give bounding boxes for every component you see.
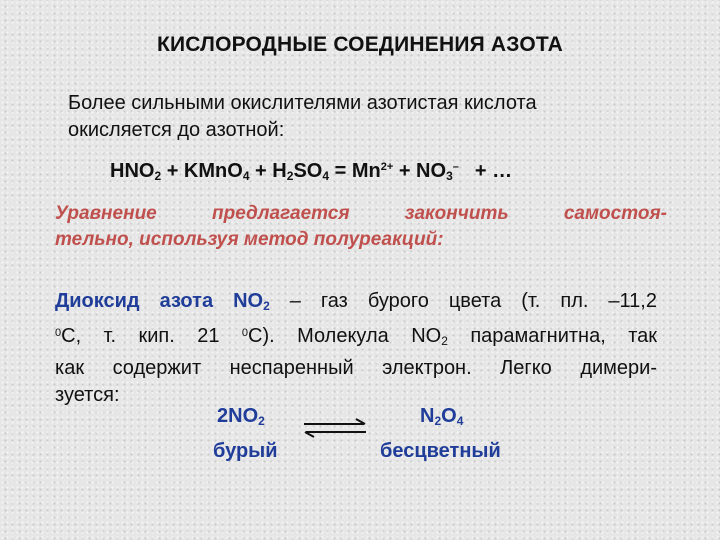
dioxide-term: Диоксид азота NO [55, 290, 264, 312]
note-line-2: тельно, используя метод полуреакций: [55, 229, 444, 250]
label-brown: бурый [213, 440, 278, 462]
formula-2no2-text: 2NO [217, 405, 259, 427]
eq-hno: HNO [110, 160, 155, 182]
intro-line-1: Более сильными окислителями азотистая кислота [68, 92, 537, 114]
formula-2no2-sub: 2 [258, 414, 265, 428]
dioxide-line-2 [55, 320, 657, 355]
formula-n2o4-n: N [420, 405, 435, 427]
formula-n2o4-o-sub: 4 [456, 414, 464, 428]
note-line-1: Уравнение предлагается закончить самостоя- [55, 203, 667, 224]
intro-line-2: окисляется до азотной: [68, 119, 285, 141]
dioxide-line-3: как содержит неспаренный электрон. Легко димери- [55, 357, 657, 379]
eq-mn: Mn [351, 160, 381, 182]
equilibrium-arrows-icon [300, 418, 370, 438]
eq-hno-sub: 2 [154, 169, 162, 183]
reaction-equation [110, 160, 512, 183]
eq-no-sup: – [452, 161, 459, 173]
dioxide-line-4: зуется: [55, 384, 120, 406]
dioxide-l2b: С). Молекула NO [248, 325, 442, 347]
eq-kmno-sub: 4 [242, 169, 250, 183]
eq-h-sub: 2 [286, 169, 294, 183]
dioxide-l2-sub: 2 [441, 334, 448, 348]
dioxide-l2a: С, т. кип. 21 [61, 325, 242, 347]
eq-equals: = [329, 160, 352, 182]
dioxide-line-1 [55, 288, 657, 320]
instruction-note [55, 201, 667, 253]
eq-h: + H [249, 160, 287, 182]
degree-1: 0 [55, 327, 62, 339]
eq-kmno: + KMnO [161, 160, 243, 182]
formula-n2o4-o: O [441, 405, 457, 427]
eq-no-sub: 3 [446, 169, 453, 183]
dioxide-term-sub: 2 [263, 299, 270, 313]
dioxide-paragraph [55, 288, 657, 409]
dioxide-l2c: парамагнитна, так [447, 325, 658, 347]
eq-no: + NO [393, 160, 447, 182]
formula-n2o4-n-sub: 2 [434, 414, 442, 428]
dioxide-l1-rest: – газ бурого цвета (т. пл. –11,2 [269, 290, 657, 312]
eq-mn-sup: 2+ [380, 161, 394, 173]
slide-title: КИСЛОРОДНЫЕ СОЕДИНЕНИЯ АЗОТА [157, 33, 563, 56]
formula-2no2 [217, 405, 265, 428]
formula-n2o4 [420, 405, 463, 428]
degree-2: 0 [241, 327, 248, 339]
eq-so: SO [293, 160, 323, 182]
label-colorless: бесцветный [380, 440, 501, 462]
eq-so-sub: 4 [322, 169, 330, 183]
intro-paragraph [68, 90, 668, 144]
eq-tail: + … [474, 160, 513, 182]
